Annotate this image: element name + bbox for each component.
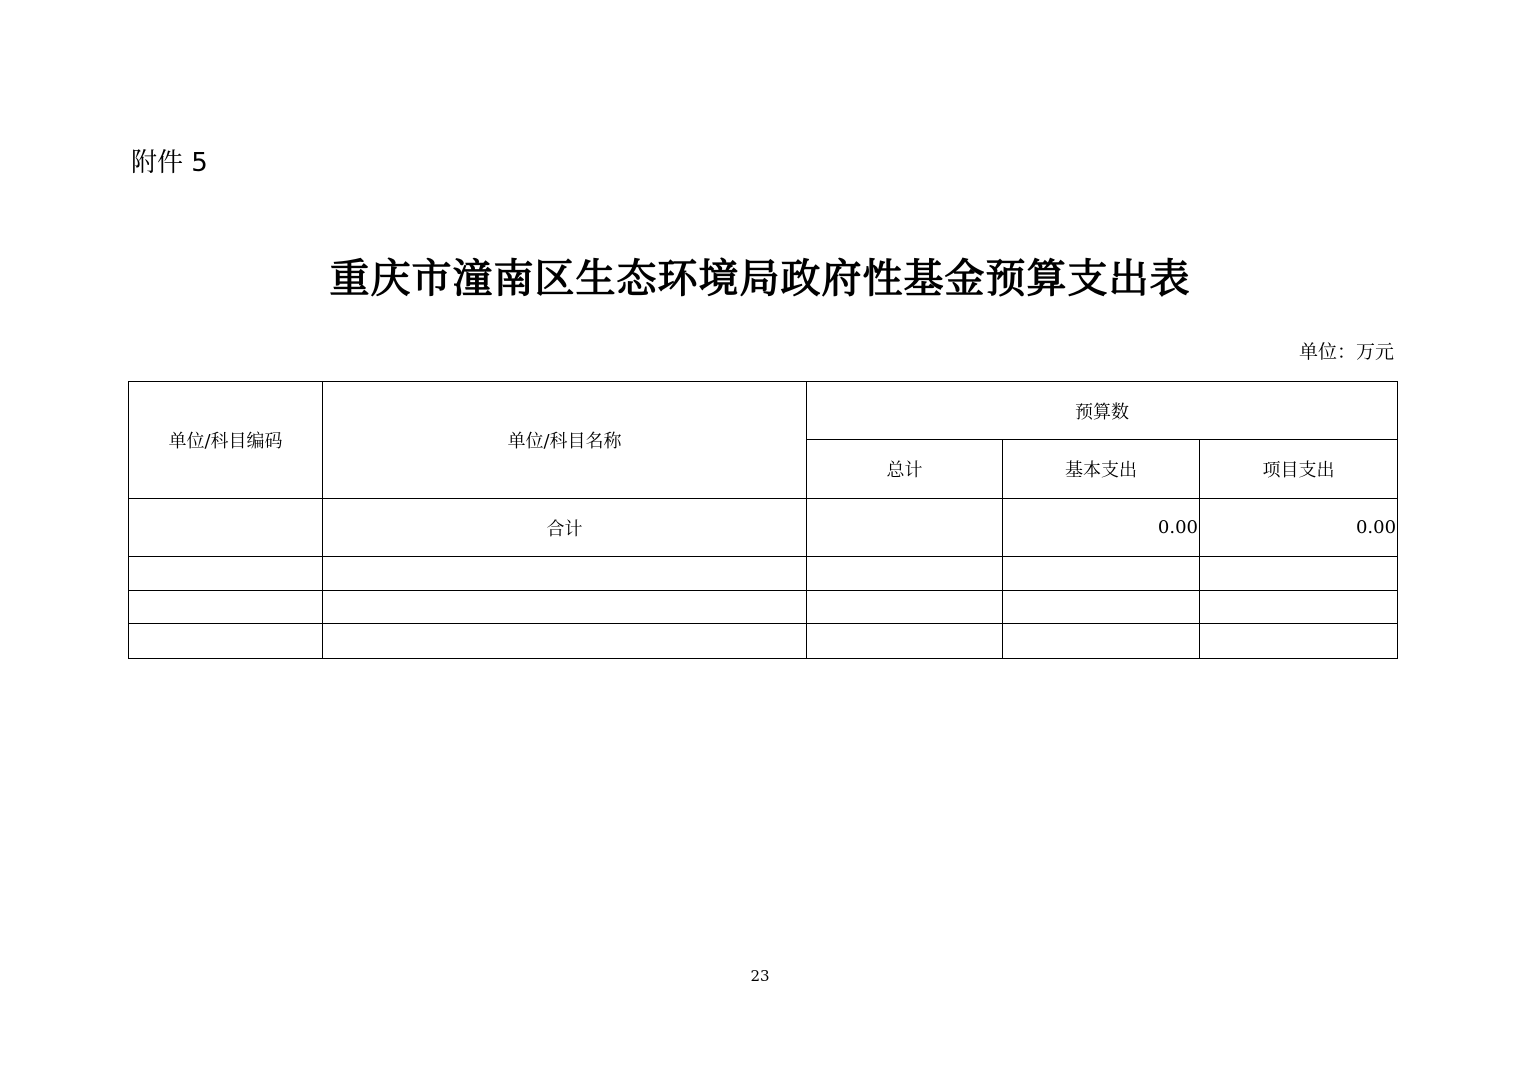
page-title: 重庆市潼南区生态环境局政府性基金预算支出表 <box>329 255 1191 302</box>
header-total: 总计 <box>807 440 1003 499</box>
header-budget-group: 预算数 <box>807 382 1398 440</box>
table-row <box>129 557 1398 591</box>
cell-project <box>1200 624 1398 659</box>
cell-code <box>129 624 323 659</box>
page-number: 23 <box>750 967 770 985</box>
cell-name <box>323 624 807 659</box>
table-row <box>129 591 1398 624</box>
budget-table <box>128 381 1398 659</box>
cell-total <box>807 591 1003 624</box>
cell-total <box>807 557 1003 591</box>
cell-basic <box>1003 624 1200 659</box>
cell-code <box>129 557 323 591</box>
header-project: 项目支出 <box>1200 440 1398 499</box>
cell-name: 合计 <box>323 499 807 557</box>
cell-project <box>1200 557 1398 591</box>
cell-total <box>807 624 1003 659</box>
cell-project: 0.00 <box>1200 499 1398 557</box>
cell-project <box>1200 591 1398 624</box>
table-row <box>129 624 1398 659</box>
cell-code <box>129 499 323 557</box>
header-code: 单位/科目编码 <box>129 382 323 499</box>
attachment-label: 附件 5 <box>131 148 208 178</box>
table-row <box>129 499 1398 557</box>
cell-name <box>323 557 807 591</box>
header-basic: 基本支出 <box>1003 440 1200 499</box>
cell-basic: 0.00 <box>1003 499 1200 557</box>
cell-total <box>807 499 1003 557</box>
header-row-top <box>129 382 1398 440</box>
cell-basic <box>1003 557 1200 591</box>
unit-label: 单位：万元 <box>1298 341 1394 363</box>
header-name: 单位/科目名称 <box>323 382 807 499</box>
cell-basic <box>1003 591 1200 624</box>
cell-code <box>129 591 323 624</box>
cell-name <box>323 591 807 624</box>
